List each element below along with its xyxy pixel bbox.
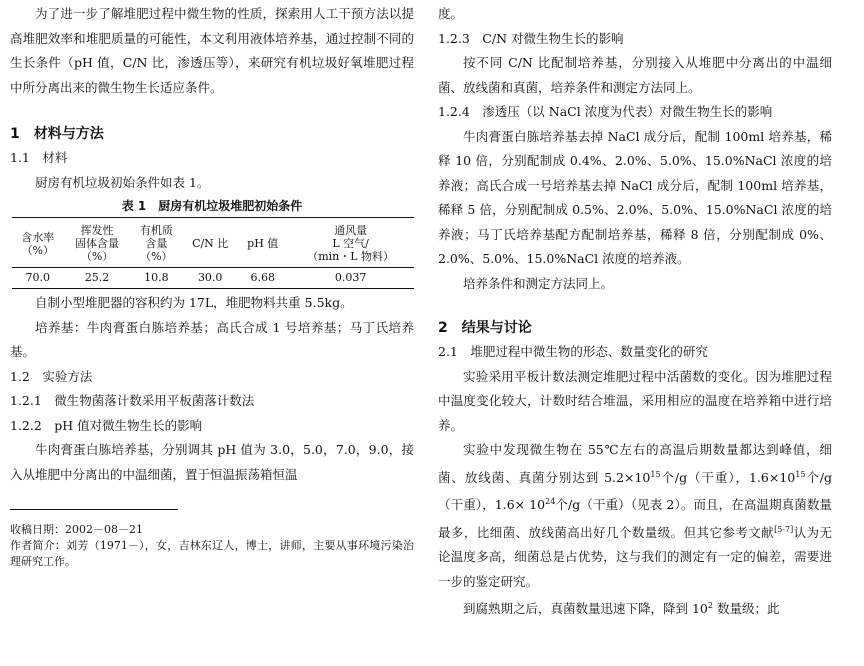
- header-moisture: [12, 218, 64, 268]
- header-line: 含量: [145, 237, 168, 250]
- section-1-2-3-text: 按不同 C/N 比配制培养基，分别接入从堆肥中分离出的中温细菌、放线菌和真菌，培养条件和测定方法同上。: [438, 55, 832, 95]
- section-2-1-paragraph-2: [438, 438, 832, 594]
- citation-reference: [5-7]: [774, 524, 794, 534]
- header-line: （%）: [80, 250, 114, 263]
- header-line: （%）: [21, 243, 55, 257]
- header-volatile-solids: [64, 218, 131, 268]
- section-1-2-1-heading: 1.2.1 微生物菌落计数采用平板菌落计数法: [10, 393, 255, 408]
- continued-text: 度。: [438, 6, 464, 21]
- text-run: 个/g（干重）（见表 2）。而且，在高温期真菌数量最多，比细菌、放线菌高出好几个数量级。但其它参考文献: [438, 497, 833, 540]
- exponent: 15: [795, 469, 806, 479]
- section-2-1-heading: 2.1 堆肥过程中微生物的形态、数量变化的研究: [438, 344, 708, 359]
- reactor-paragraph: 自制小型堆肥器的容积约为 17L，堆肥物料共重 5.5kg。: [35, 295, 353, 310]
- cell-cn-ratio: 30.0: [182, 268, 238, 289]
- section-1-2-heading: 1.2 实验方法: [10, 368, 93, 384]
- header-line: C/N 比: [192, 237, 229, 250]
- right-column: [438, 0, 832, 622]
- section-1-2-4-tail: 培养条件和测定方法同上。: [463, 275, 614, 291]
- header-line: （%）: [140, 250, 173, 263]
- header-line: pH 值: [247, 237, 279, 250]
- header-line: 固体含量: [75, 237, 120, 250]
- footnote-divider: [10, 509, 178, 510]
- header-organic-matter: [131, 218, 183, 268]
- cell-organic-matter: 10.8: [131, 268, 183, 289]
- exponent: 2: [707, 601, 713, 611]
- table-row: [12, 268, 414, 289]
- header-aeration: [287, 218, 414, 268]
- text-run: 到腐熟期之后，真菌数量迅速下降，降到 10: [463, 601, 708, 617]
- section-1-2-4-text: 牛肉膏蛋白胨培养基去掉 NaCl 成分后，配制 100ml 培养基，稀释 10 倍，分别配制成 0.4%、2.0%、5.0%、15.0%NaCl 浓度的培养液；高氏合成一号培养基去掉 NaCl 成分后，配制 100ml 培养基，稀释 5 倍，分别配制成 0.5%、2.0%、5.0%、15.0%NaCl 浓度的培养液；马丁氏培养基配方配制培养基，稀释 8 倍，分别配制成 0%、2.0%、5.0%、15.0%NaCl 浓度的培养液。: [438, 128, 832, 266]
- header-cn-ratio: [182, 218, 238, 268]
- text-run: 认为无论温度多高，细菌总是占优势，这与我们的测定有一定的偏差，需要进一步的鉴定研究。: [438, 524, 832, 589]
- section-1-1-text: 厨房有机垃圾初始条件如表 1。: [35, 174, 210, 190]
- section-2-1-paragraph-3: [438, 594, 832, 622]
- footnote-author-info: 作者简介：刘芳（1971－），女，吉林东辽人，博士，讲师，主要从事环境污染治理研究工作。: [10, 539, 414, 568]
- exponent: 15: [650, 469, 661, 479]
- header-ph: [238, 218, 287, 268]
- section-2-1-paragraph-1: 实验采用平板计数法测定堆肥过程中活菌数的变化。因为堆肥过程中温度变化较大，计数时结合堆温，采用相应的温度在培养箱中进行培养。: [438, 368, 832, 433]
- section-1-2-3-heading: 1.2.3 C/N 对微生物生长的影响: [438, 30, 624, 46]
- header-line: 含水率: [21, 230, 55, 244]
- text-run: 实验中发现微生物在 55℃左右的高温后期数量都达到峰值，细菌、放线菌、真菌分别达到 5.2×10: [438, 442, 832, 485]
- section-1-2-4-heading: 1.2.4 渗透压（以 NaCl 浓度为代表）对微生物生长的影响: [438, 104, 773, 119]
- left-column: [10, 0, 414, 570]
- header-line: （min・L 物料）: [307, 250, 395, 263]
- table-1-header-row: [12, 218, 414, 268]
- header-line: L 空气/: [332, 237, 369, 250]
- header-line: 挥发性: [80, 224, 114, 237]
- cell-ph: 6.68: [238, 268, 287, 289]
- section-2-heading: 2 结果与讨论: [438, 320, 532, 336]
- media-paragraph: 培养基：牛肉膏蛋白胨培养基；高氏合成 1 号培养基；马丁氏培养基。: [10, 319, 414, 359]
- table-1: [12, 217, 414, 289]
- table-1-caption: 表 1 厨房有机垃圾堆肥初始条件: [121, 199, 303, 213]
- footnote-received-date: 收稿日期：2002－08－21: [10, 523, 143, 536]
- text-run: 数量级；此: [712, 601, 780, 617]
- text-run: 个/g（干重），1.6×10: [660, 469, 796, 485]
- cell-moisture: 70.0: [12, 268, 64, 289]
- cell-volatile-solids: 25.2: [64, 268, 131, 289]
- section-1-heading: 1 材料与方法: [10, 126, 104, 142]
- section-1-2-2-heading: 1.2.2 pH 值对微生物生长的影响: [10, 417, 203, 433]
- section-1-1-heading: 1.1 材料: [10, 150, 68, 165]
- exponent: 24: [545, 497, 556, 507]
- text-run: 个/g（干重），1.6× 10: [438, 469, 832, 513]
- header-line: 通风量: [334, 224, 368, 237]
- cell-aeration: 0.037: [287, 268, 414, 289]
- section-1-2-2-text: 牛肉膏蛋白胨培养基，分别调其 pH 值为 3.0，5.0，7.0，9.0，接入从堆肥中分离出的中温细菌，置于恒温振荡箱恒温: [10, 442, 414, 482]
- header-line: 有机质: [139, 224, 173, 237]
- intro-paragraph: 为了进一步了解堆肥过程中微生物的性质，探索用人工干预方法以提高堆肥效率和堆肥质量的可能性，本文利用液体培养基，通过控制不同的生长条件（pH 值，C/N 比，渗透压等），来研究有机垃圾好氧堆肥过程中所分离出来的微生物生长适应条件。: [10, 6, 414, 95]
